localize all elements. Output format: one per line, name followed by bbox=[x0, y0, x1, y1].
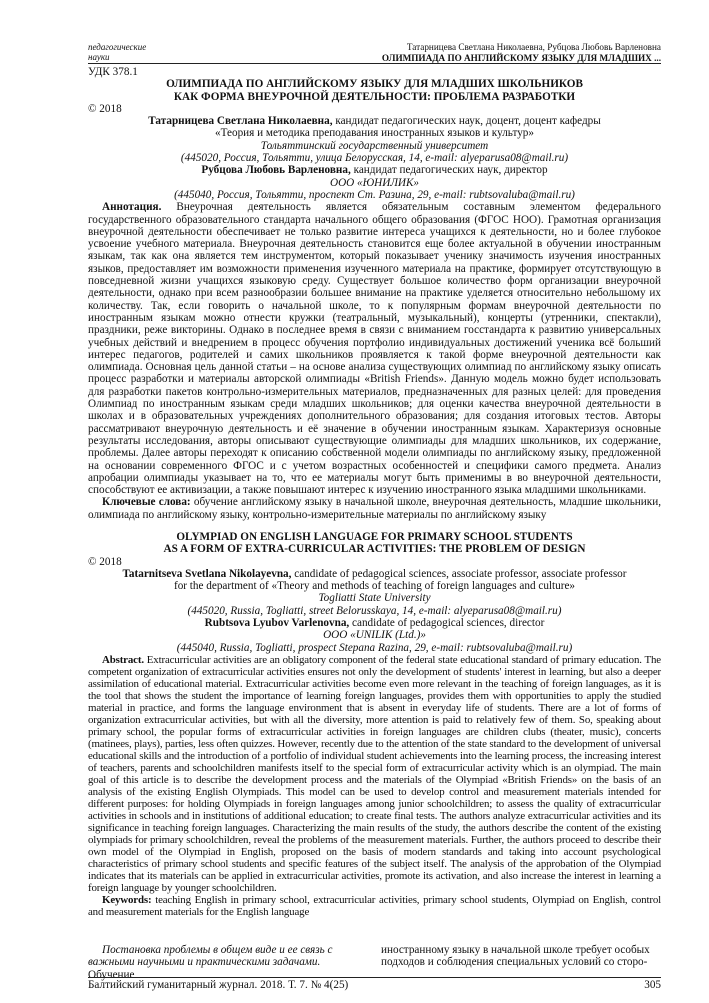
ru-title-line2: КАК ФОРМА ВНЕУРОЧНОЙ ДЕЯТЕЛЬНОСТИ: ПРОБЛЕМА РАЗРАБОТКИ bbox=[173, 90, 576, 103]
running-header bbox=[88, 40, 661, 65]
en-abstract bbox=[88, 654, 661, 894]
en-author2-info: candidate of pedagogical sciences, director bbox=[349, 617, 545, 630]
en-keywords-text: teaching English in primary school, extracurricular activities, primary school students, Olympiad on English, control and measurement materials for the English language bbox=[88, 893, 661, 918]
ru-author1-addr: (445020, Россия, Тольятти, улица Белорусская, 14, e-mail: alyeparusa08@mail.ru) bbox=[180, 152, 569, 165]
running-title bbox=[382, 42, 661, 63]
body-right-column: иностранному языку в начальной школе требует особых подходов и соблюдения специальных условий со сторо- bbox=[381, 944, 650, 969]
en-title-line2: AS A FORM OF EXTRA-CURRICULAR ACTIVITIES: THE PROBLEM OF DESIGN bbox=[163, 543, 586, 556]
ru-keywords-label: Ключевые слова: bbox=[102, 496, 191, 509]
en-author1-info: candidate of pedagogical sciences, associate professor, associate professor bbox=[291, 567, 627, 580]
en-abstract-label: Abstract. bbox=[102, 653, 144, 666]
body-left-text: Обучение bbox=[88, 968, 135, 981]
en-title-line1: OLYMPIAD ON ENGLISH LANGUAGE FOR PRIMARY SCHOOL STUDENTS bbox=[176, 530, 573, 543]
ru-abstract-label: Аннотация. bbox=[102, 201, 162, 214]
ru-title bbox=[88, 78, 661, 103]
ru-author2-info: кандидат педагогических наук, директор bbox=[350, 164, 548, 177]
section-label bbox=[88, 42, 146, 62]
ru-keywords-text: обучение английскому языку в начальной школе, внеурочная деятельность, младшие школьники, олимпиада по английскому языку, контрольно-измерительные материалы по английскому языку bbox=[88, 496, 661, 521]
en-author2-addr: (445040, Russia, Togliatti, prospect Stepana Razina, 29, e-mail: rubtsovaluba@mail.ru) bbox=[176, 641, 573, 654]
body-section-heading: Постановка проблемы в общем виде и ее связь с важными научными и практическими задачами. bbox=[88, 944, 333, 969]
udk-code: УДК 378.1 bbox=[88, 66, 138, 78]
en-copyright: © 2018 bbox=[88, 555, 122, 568]
ru-copyright: © 2018 bbox=[88, 102, 122, 115]
journal-citation: Балтийский гуманитарный журнал. 2018. Т. 7. № 4(25) bbox=[88, 979, 349, 991]
en-author1-org: Togliatti State University bbox=[318, 592, 431, 605]
page-footer bbox=[88, 977, 661, 991]
body-columns bbox=[88, 944, 661, 981]
ru-abstract bbox=[88, 201, 661, 496]
en-keywords bbox=[88, 894, 661, 918]
en-author2-org: OOO «UNILIK (Ltd.)» bbox=[323, 629, 426, 642]
en-author1-dept: for the department of «Theory and methods of teaching of foreign languages and culture» bbox=[173, 580, 576, 593]
ru-keywords bbox=[88, 496, 661, 521]
en-author2-name: Rubtsova Lyubov Varlenovna, bbox=[204, 617, 350, 630]
en-author1-name: Tatarnitseva Svetlana Nikolayevna, bbox=[122, 567, 292, 580]
ru-author1-org: Тольяттинский государственный университет bbox=[260, 139, 489, 152]
article-page bbox=[88, 40, 661, 918]
ru-title-line1: ОЛИМПИАДА ПО АНГЛИЙСКОМУ ЯЗЫКУ ДЛЯ МЛАДШИХ ШКОЛЬНИКОВ bbox=[166, 78, 583, 91]
en-author1 bbox=[88, 568, 661, 580]
en-abstract-text: Extracurricular activities are an obligatory component of the federal state educational standard of primary education. The competent organization of extracurricular activities ensures not only the development of students' interest in learning, but also a deeper assimilation of educational material. Extracurricular activities become even more relevant in the teaching of foreign languages, as it is the tool that shows the student the importance of learning foreign languages, provides them with opportunities to apply the studied material in practice, and forms the language environment that is absent in everyday life of students. There are a lot of forms of organization extracurricular activities, but with all the diversity, more attention is paid to relatively few of them. So, speaking about primary school, the popular forms of extracurricular activities in foreign languages are children clubs (theater, music), concerts (matinees, plays), parties, less often quizzes. However, recently due to the attention of the state standard to the development of universal educational skills and the introduction of a portfolio of individual student achievements into the learning process, the increasing interest of teachers, parents and schoolchildren manifests itself to the special form of extracurricular activity which is an olympiad. The main goal of this article is to describe the development process and the materials of the Olympiad «British Friends» on the basis of an analysis of the existing English Olympiads. This model can be used to develop control and measurement materials intended for different purposes: for holding Olympiads in foreign languages among junior schoolchildren; to assess the quality of extracurricular activities in schools and in institutions of additional education; to create final tests. The authors analyze extracurricular activities and its significance in teaching foreign languages. Characterizing the main results of the study, the authors describe the content of the existing olympiads for primary schoolchildren, reveal the problems of the measurement materials. Further, the authors proceed to describe their own model of the Olympiad in English, proposed on the basis of modern standards and taking into account psychological characteristics of primary school students and specific features of the subject itself. The analysis of the approbation of the Olympiad indicates that its materials can be applied in extracurricular activities, promote its activation, and also increase the interest in learning a foreign language by younger schoolchildren. bbox=[88, 653, 661, 894]
en-author1-addr: (445020, Russia, Togliatti, street Belorusskaya, 14, e-mail: alyeparusa08@mail.ru) bbox=[187, 604, 562, 617]
section-label-line1: педагогические bbox=[88, 42, 147, 52]
ru-abstract-text: Внеурочная деятельность является обязательным составным элементом федерального государственного образовательного стандарта начального общего образования (ФГОС НОО). Грамотная организация внеурочной деятельности обеспечивает не только развитие интереса учащихся к деятельности, но и более глубокое усвоение учебного материала. Внеурочная деятельность становится еще более актуальной в обучении иностранным языкам, так как она является тем инструментом, который показывает ученику значимость изучения иностранных языков, предоставляет им возможности применения изученного материала на практике, формирует отсутствующую в повседневной жизни учащихся языковую среду. Существует большое количество форм организации внеурочной деятельности, однако при всем разнообразии большее внимание на практике уделяется относительно небольшому их количеству. Так, если говорить о начальной школе, то к популярным формам внеурочной деятельности по иностранным языкам можно отнести кружки (театральный, музыкальный), концерты (утренники, спектакли), праздники, реже викторины. Однако в последнее время в связи с вниманием госстандарта к развитию универсальных учебных действий и внедрением в процесс обучения портфолио индивидуальных достижений ученика всё больший интерес педагогов, родителей и самих школьников проявляется к такой форме внеурочной деятельности как олимпиада. Основная цель данной статьи – на основе анализа существующих олимпиад по английскому языку описать процесс разработки и материалы авторской олимпиады «British Friends». Данную модель можно будет использовать для разработки пакетов контрольно-измерительных материалов, предназначенных для разных целей: для проведения Олимпиад по иностранным языкам среди младших школьников; для оценки качества внеурочной деятельности в школах и в образовательных учреждениях дополнительного образования; для создания итоговых тестов. Авторы рассматривают внеурочную деятельность и её значение в обучении иностранным языкам. Характеризуя основные результаты исследования, авторы описывают существующие олимпиады для младших школьников, их содержание, проблемы. Далее авторы переходят к описанию собственной модели олимпиады по английскому языку, предложенной на основании современного ФГОС и с учетом возрастных особенностей и специфики самого предмета. Анализ апробации олимпиады указывает на то, что ее материалы могут быть применимы в во внеурочной деятельности, способствуют ее активизации, а также повышают интерес к изучению иностранного языка младшими школьниками. bbox=[88, 201, 661, 497]
page-number: 305 bbox=[644, 979, 661, 991]
running-article-title: ОЛИМПИАДА ПО АНГЛИЙСКОМУ ЯЗЫКУ ДЛЯ МЛАДШИХ ... bbox=[381, 52, 661, 63]
ru-author2-name: Рубцова Любовь Варленовна, bbox=[201, 164, 351, 177]
ru-author1-name: Татарницева Светлана Николаевна, bbox=[148, 115, 333, 128]
ru-author2-org: ООО «ЮНИЛИК» bbox=[329, 176, 419, 189]
ru-author2-addr: (445040, Россия, Тольятти, проспект Ст. Разина, 29, e-mail: rubtsovaluba@mail.ru) bbox=[174, 188, 575, 201]
header-rule bbox=[88, 63, 661, 64]
en-author2 bbox=[88, 617, 661, 629]
section-label-line2: науки bbox=[88, 52, 110, 62]
ru-author1 bbox=[88, 115, 661, 127]
en-keywords-label: Keywords: bbox=[102, 893, 152, 906]
ru-author2 bbox=[88, 164, 661, 176]
body-left-column bbox=[88, 944, 368, 981]
running-authors: Татарницева Светлана Николаевна, Рубцова Любовь Варленовна bbox=[406, 42, 661, 52]
ru-author1-info: кандидат педагогических наук, доцент, доцент кафедры bbox=[332, 115, 601, 128]
ru-author1-dept: «Теория и методика преподавания иностранных языков и культур» bbox=[215, 127, 534, 140]
en-title bbox=[88, 531, 661, 556]
